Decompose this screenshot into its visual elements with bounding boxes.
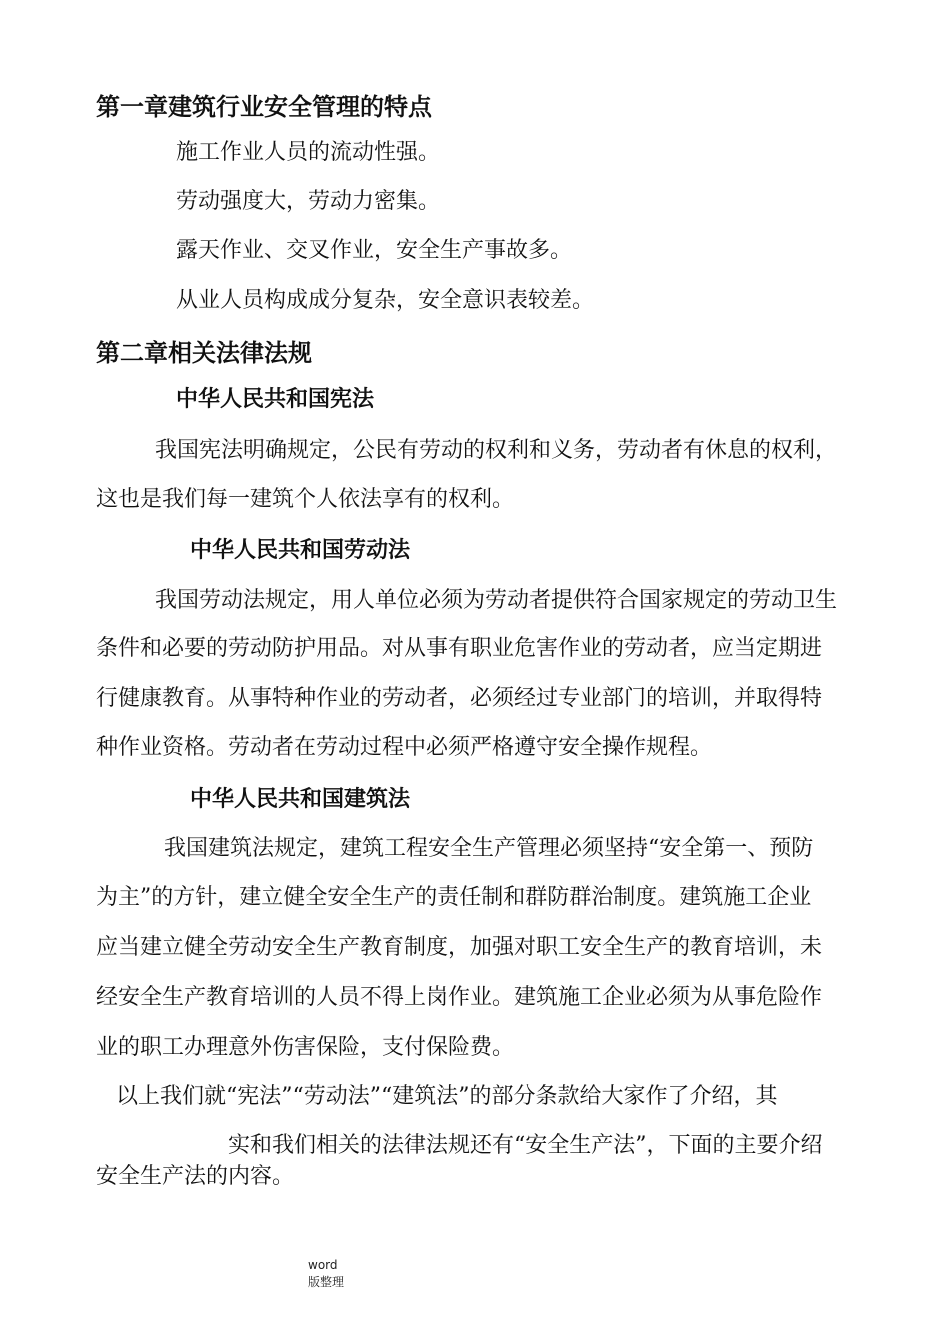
chapter-1-item: 从业人员构成成分复杂，安全意识表较差。 — [176, 288, 595, 313]
labor-law-paragraph-line: 行健康教育。从事特种作业的劳动者，必须经过专业部门的培训，并取得特 — [96, 686, 823, 711]
constitution-heading: 中华人民共和国宪法 — [176, 386, 375, 412]
chapter-1-item: 施工作业人员的流动性强。 — [176, 140, 441, 165]
construction-law-paragraph-line: 业的职工办理意外伤害保险，支付保险费。 — [96, 1035, 515, 1060]
construction-law-paragraph-line: 为主”的方针，建立健全安全生产的责任制和群防群治制度。建筑施工企业 — [96, 885, 812, 910]
summary-line: 安全生产法的内容。 — [96, 1164, 295, 1189]
chapter-1-title: 第一章建筑行业安全管理的特点 — [96, 92, 432, 121]
summary-line: 实和我们相关的法律法规还有“安全生产法”，下面的主要介绍 — [228, 1133, 823, 1158]
chapter-2-title: 第二章相关法律法规 — [96, 338, 312, 367]
chapter-1-item: 劳动强度大，劳动力密集。 — [176, 189, 441, 214]
labor-law-heading: 中华人民共和国劳动法 — [190, 537, 411, 563]
constitution-paragraph-line: 我国宪法明确规定，公民有劳动的权利和义务，劳动者有休息的权利， — [155, 438, 838, 463]
construction-law-heading: 中华人民共和国建筑法 — [190, 786, 411, 812]
chapter-1-item: 露天作业、交叉作业，安全生产事故多。 — [176, 238, 573, 263]
construction-law-paragraph-line: 经安全生产教育培训的人员不得上岗作业。建筑施工企业必须为从事危险作 — [96, 985, 823, 1010]
constitution-paragraph-line: 这也是我们每一建筑个人依法享有的权利。 — [96, 487, 515, 512]
construction-law-paragraph-line: 我国建筑法规定，建筑工程安全生产管理必须坚持“安全第一、预防 — [164, 836, 814, 861]
summary-line: 以上我们就“宪法”“劳动法”“建筑法”的部分条款给大家作了介绍，其 — [116, 1084, 778, 1109]
labor-law-paragraph-line: 种作业资格。劳动者在劳动过程中必须严格遵守安全操作规程。 — [96, 735, 713, 760]
footer-word: word — [308, 1258, 338, 1272]
footer-version-note: 版整理 — [308, 1275, 345, 1289]
construction-law-paragraph-line: 应当建立健全劳动安全生产教育制度，加强对职工安全生产的教育培训，未 — [96, 935, 823, 960]
labor-law-paragraph-line: 条件和必要的劳动防护用品。对从事有职业危害作业的劳动者，应当定期进 — [96, 636, 823, 661]
labor-law-paragraph-line: 我国劳动法规定，用人单位必须为劳动者提供符合国家规定的劳动卫生 — [155, 588, 838, 613]
